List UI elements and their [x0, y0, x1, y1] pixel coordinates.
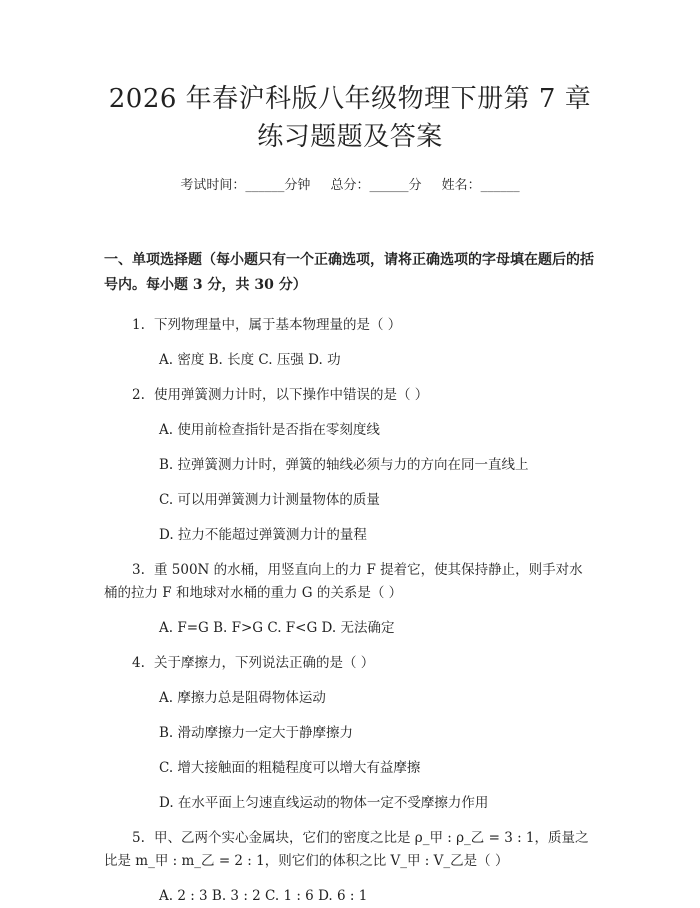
exam-time: 考试时间：______分钟: [180, 178, 311, 193]
question-4-option-b: B. 滑动摩擦力一定大于静摩擦力: [159, 725, 354, 741]
exam-score: 总分：______分: [330, 178, 422, 193]
question-list: [104, 314, 596, 908]
question-text: 重 500N 的水桶，用竖直向上的力 F 提着它，使其保持静止，则手对水桶的拉力 F 和地球对水桶的重力 G 的关系是（ ）: [104, 562, 583, 601]
question-4-option-a: A. 摩擦力总是阻碍物体运动: [159, 690, 326, 706]
question-text: 使用弹簧测力计时，以下操作中错误的是（ ）: [154, 387, 429, 403]
document-title: 2026 年春沪科版八年级物理下册第 7 章练习题题及答案: [108, 84, 592, 152]
question-2-option-b: B. 拉弹簧测力计时，弹簧的轴线必须与力的方向在同一直线上: [159, 457, 529, 473]
question-number: 3.: [132, 562, 145, 578]
question-number: 4.: [132, 655, 145, 671]
question-text: 下列物理量中，属于基本物理量的是（ ）: [154, 317, 402, 333]
question-number: 5.: [132, 830, 145, 846]
question-2-option-a: A. 使用前检查指针是否指在零刻度线: [159, 422, 380, 438]
question-5-options: A. 2 : 3 B. 3 : 2 C. 1 : 6 D. 6 : 1: [159, 888, 368, 904]
question-number: 2.: [132, 387, 145, 403]
question-3-options: A. F=G B. F>G C. F<G D. 无法确定: [159, 620, 395, 636]
question-text: 甲、乙两个实心金属块，它们的密度之比是 ρ_甲 : ρ_乙 = 3 : 1，质量之比是 m_甲 : m_乙 = 2 : 1，则它们的体积之比 V_甲 : V_乙是（ ）: [104, 830, 589, 869]
question-3: [104, 559, 596, 605]
question-2: [104, 384, 596, 407]
question-4-option-d: D. 在水平面上匀速直线运动的物体一定不受摩擦力作用: [159, 795, 489, 811]
question-5: [104, 827, 596, 873]
question-1: [104, 314, 596, 337]
question-4-option-c: C. 增大接触面的粗糙程度可以增大有益摩擦: [159, 760, 421, 776]
question-text: 关于摩擦力，下列说法正确的是（ ）: [154, 655, 375, 671]
exam-meta: [104, 176, 596, 196]
student-name: 姓名：______: [441, 178, 520, 193]
question-4: [104, 652, 596, 675]
question-number: 1.: [132, 317, 145, 333]
question-2-option-c: C. 可以用弹簧测力计测量物体的质量: [159, 492, 380, 508]
section-heading: 一、单项选择题（每小题只有一个正确选项，请将正确选项的字母填在题后的括号内。每小题 3 分，共 30 分）: [104, 252, 594, 293]
question-1-options: A. 密度 B. 长度 C. 压强 D. 功: [159, 352, 341, 368]
question-2-option-d: D. 拉力不能超过弹簧测力计的量程: [159, 527, 367, 543]
